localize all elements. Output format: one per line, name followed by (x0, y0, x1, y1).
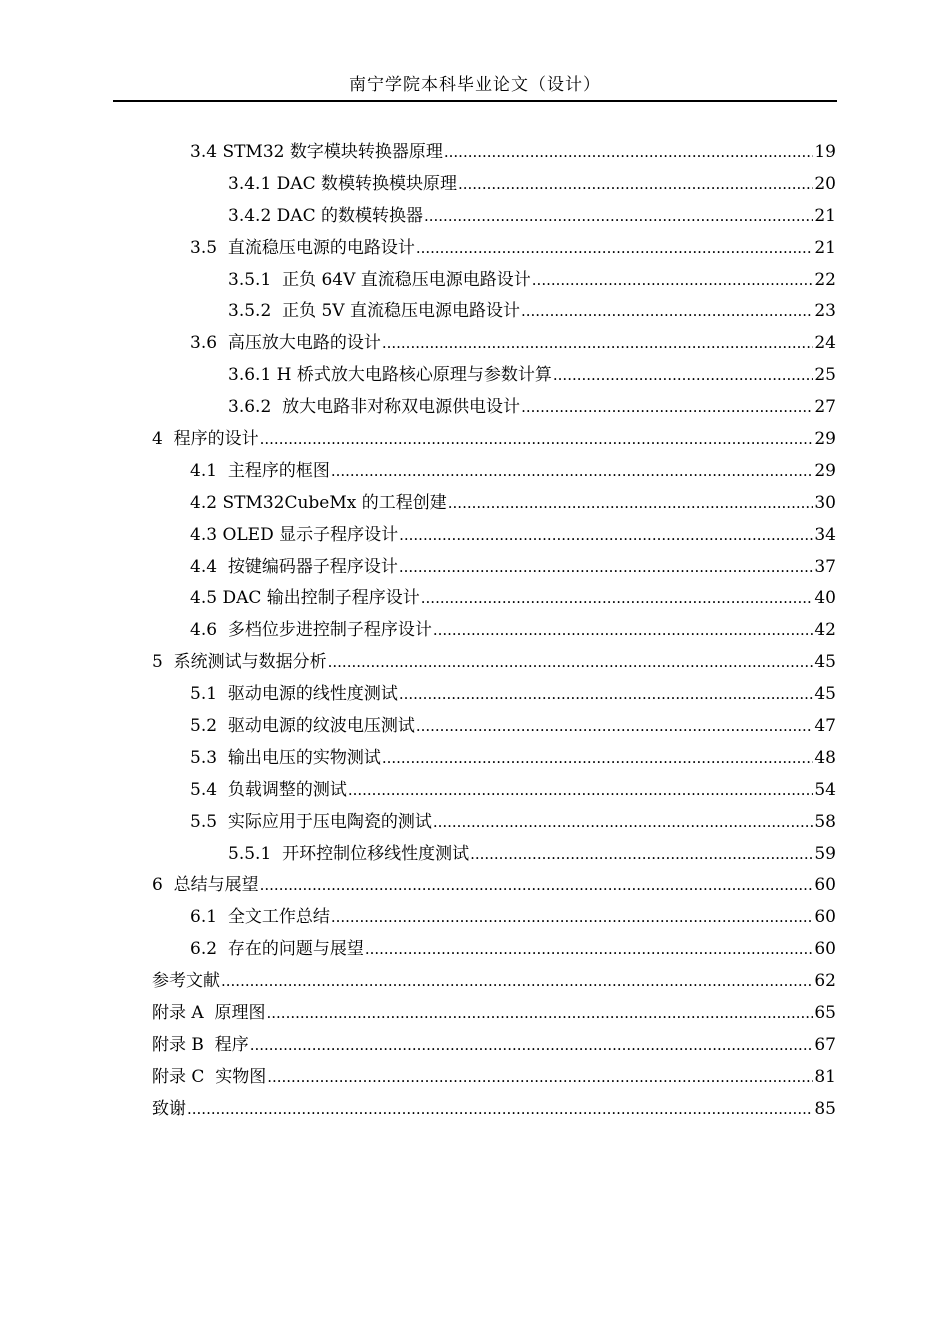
toc-entry[interactable] (152, 809, 836, 841)
toc-entry-page-number: 23 (814, 301, 836, 322)
table-of-contents (152, 139, 836, 1128)
toc-entry-label: 3.4.1 DAC 数模转换模块原理 (228, 173, 457, 194)
toc-dot-leader (521, 298, 813, 324)
toc-entry-page-number: 42 (814, 620, 836, 641)
toc-entry-label: 3.4.2 DAC 的数模转换器 (228, 205, 423, 226)
toc-entry-label: 3.5 直流稳压电源的电路设计 (190, 237, 415, 258)
toc-entry-page-number: 27 (814, 397, 836, 418)
toc-dot-leader (424, 203, 813, 229)
toc-dot-leader (433, 617, 814, 643)
toc-entry-label: 3.5.2 正负 5V 直流稳压电源电路设计 (228, 301, 520, 322)
toc-entry[interactable] (152, 554, 836, 586)
toc-entry-label: 3.6 高压放大电路的设计 (190, 333, 381, 354)
toc-entry-page-number: 59 (814, 843, 836, 864)
toc-dot-leader (331, 904, 814, 930)
toc-entry-page-number: 47 (814, 716, 836, 737)
toc-entry-label: 4.1 主程序的框图 (190, 460, 330, 481)
toc-dot-leader (433, 809, 814, 835)
toc-dot-leader (421, 585, 814, 611)
toc-entry[interactable] (152, 458, 836, 490)
toc-entry-label: 附录 A 原理图 (152, 1003, 266, 1024)
toc-entry[interactable] (152, 267, 836, 299)
toc-entry-page-number: 24 (814, 333, 836, 354)
page-header-title: 南宁学院本科毕业论文（设计） (349, 75, 601, 95)
toc-dot-leader (399, 522, 813, 548)
toc-entry[interactable] (152, 841, 836, 873)
toc-entry-page-number: 34 (814, 524, 836, 545)
toc-dot-leader (260, 426, 814, 452)
toc-dot-leader (382, 745, 814, 771)
toc-entry-label: 5 系统测试与数据分析 (152, 652, 327, 673)
toc-entry-page-number: 67 (814, 1034, 836, 1055)
toc-entry-label: 3.6.1 H 桥式放大电路核心原理与参数计算 (228, 365, 552, 386)
toc-dot-leader (382, 330, 814, 356)
toc-entry-page-number: 60 (814, 875, 836, 896)
toc-dot-leader (448, 490, 814, 516)
toc-entry-page-number: 37 (814, 556, 836, 577)
toc-dot-leader (553, 362, 813, 388)
toc-entry-label: 3.4 STM32 数字模块转换器原理 (190, 142, 443, 162)
toc-entry[interactable] (152, 872, 836, 904)
toc-entry[interactable] (152, 362, 836, 394)
toc-entry[interactable] (152, 936, 836, 968)
toc-entry[interactable] (152, 777, 836, 809)
toc-entry[interactable] (152, 298, 836, 330)
toc-entry-page-number: 45 (814, 652, 836, 673)
toc-entry-page-number: 65 (814, 1003, 836, 1024)
toc-entry[interactable] (152, 490, 836, 522)
toc-entry-page-number: 62 (814, 971, 836, 992)
toc-dot-leader (365, 936, 814, 962)
toc-entry-page-number: 21 (814, 237, 836, 258)
toc-dot-leader (399, 681, 814, 707)
toc-entry[interactable] (152, 203, 836, 235)
toc-entry-label: 4.4 按键编码器子程序设计 (190, 556, 398, 577)
toc-entry-page-number: 19 (814, 142, 836, 162)
toc-dot-leader (416, 713, 814, 739)
toc-entry-page-number: 48 (814, 747, 836, 768)
toc-dot-leader (521, 394, 813, 420)
toc-entry[interactable] (152, 394, 836, 426)
toc-entry-label: 5.5.1 开环控制位移线性度测试 (228, 843, 470, 864)
toc-entry-page-number: 30 (814, 492, 836, 513)
toc-entry-label: 3.6.2 放大电路非对称双电源供电设计 (228, 397, 521, 418)
toc-dot-leader (187, 1096, 813, 1122)
toc-entry[interactable] (152, 1064, 836, 1096)
toc-entry[interactable] (152, 1096, 836, 1128)
toc-entry-page-number: 20 (814, 173, 836, 194)
toc-dot-leader (267, 1000, 814, 1026)
toc-entry-page-number: 60 (814, 939, 836, 960)
toc-entry-label: 4.2 STM32CubeMx 的工程创建 (190, 492, 447, 513)
toc-entry-page-number: 81 (814, 1066, 836, 1087)
toc-entry[interactable] (152, 1032, 836, 1064)
toc-entry-label: 参考文献 (152, 971, 220, 992)
header-rule (113, 100, 837, 102)
toc-entry[interactable] (152, 968, 836, 1000)
toc-entry[interactable] (152, 139, 836, 171)
toc-entry-page-number: 29 (814, 460, 836, 481)
toc-dot-leader (250, 1032, 814, 1058)
toc-entry-label: 3.5.1 正负 64V 直流稳压电源电路设计 (228, 269, 531, 290)
toc-dot-leader (532, 267, 814, 293)
toc-entry[interactable] (152, 713, 836, 745)
toc-entry-label: 5.4 负载调整的测试 (190, 779, 347, 800)
toc-entry-label: 4 程序的设计 (152, 429, 259, 450)
toc-entry-page-number: 22 (814, 269, 836, 290)
toc-entry-label: 6 总结与展望 (152, 875, 259, 896)
toc-entry-label: 附录 B 程序 (152, 1034, 249, 1055)
toc-dot-leader (348, 777, 814, 803)
toc-entry-label: 4.3 OLED 显示子程序设计 (190, 524, 399, 545)
toc-entry-label: 5.5 实际应用于压电陶瓷的测试 (190, 811, 432, 832)
toc-entry[interactable] (152, 745, 836, 777)
toc-entry-page-number: 54 (814, 779, 836, 800)
toc-entry[interactable] (152, 1000, 836, 1032)
toc-entry-page-number: 58 (814, 811, 836, 832)
toc-entry-label: 5.1 驱动电源的线性度测试 (190, 684, 398, 705)
toc-entry[interactable] (152, 330, 836, 362)
toc-entry-page-number: 29 (814, 429, 836, 450)
toc-entry-label: 6.2 存在的问题与展望 (190, 939, 364, 960)
toc-entry-label: 致谢 (152, 1098, 186, 1119)
toc-dot-leader (328, 649, 814, 675)
toc-entry[interactable] (152, 522, 836, 554)
toc-entry[interactable] (152, 617, 836, 649)
toc-entry[interactable] (152, 649, 836, 681)
toc-entry-page-number: 25 (814, 365, 836, 386)
toc-entry-label: 4.6 多档位步进控制子程序设计 (190, 620, 432, 641)
toc-dot-leader (416, 235, 814, 261)
toc-dot-leader (260, 872, 814, 898)
toc-entry-page-number: 40 (814, 588, 836, 609)
toc-entry-label: 5.3 输出电压的实物测试 (190, 747, 381, 768)
toc-entry[interactable] (152, 681, 836, 713)
toc-entry[interactable] (152, 171, 836, 203)
toc-entry-label: 5.2 驱动电源的纹波电压测试 (190, 716, 415, 737)
toc-dot-leader (444, 139, 813, 165)
toc-entry[interactable] (152, 585, 836, 617)
toc-entry[interactable] (152, 904, 836, 936)
toc-dot-leader (221, 968, 813, 994)
toc-entry-label: 4.5 DAC 输出控制子程序设计 (190, 588, 420, 609)
toc-entry-page-number: 45 (814, 684, 836, 705)
toc-entry-page-number: 60 (814, 907, 836, 928)
toc-entry-label: 附录 C 实物图 (152, 1066, 267, 1087)
toc-dot-leader (470, 841, 813, 867)
toc-dot-leader (458, 171, 813, 197)
toc-dot-leader (399, 554, 814, 580)
toc-entry-page-number: 21 (814, 205, 836, 226)
toc-entry-label: 6.1 全文工作总结 (190, 907, 330, 928)
toc-entry[interactable] (152, 235, 836, 267)
toc-entry[interactable] (152, 426, 836, 458)
toc-dot-leader (331, 458, 814, 484)
toc-entry-page-number: 85 (814, 1098, 836, 1119)
toc-dot-leader (267, 1064, 813, 1090)
